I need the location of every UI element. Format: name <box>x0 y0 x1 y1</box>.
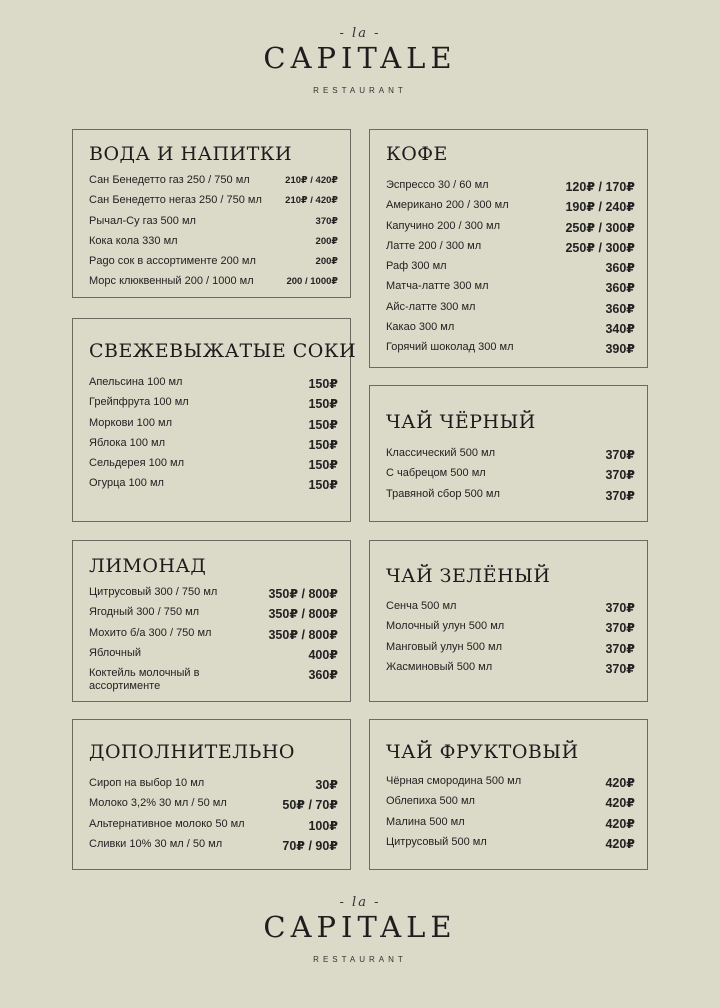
section-fruit-tea <box>369 719 648 870</box>
item-name: Чёрная смородина 500 мл <box>386 775 522 787</box>
item-name: Облепиха 500 мл <box>386 795 475 808</box>
list-item <box>386 199 635 219</box>
item-price: 350₽ / 800₽ <box>268 587 338 601</box>
brand-la: - la - <box>339 26 381 41</box>
item-price: 420₽ <box>605 796 635 811</box>
item-name: Альтернативное молоко 50 мл <box>89 817 245 830</box>
item-price: 420₽ <box>605 776 635 790</box>
list-item <box>386 488 635 508</box>
item-price: 360₽ <box>605 281 635 296</box>
list-item <box>89 215 338 235</box>
list-item <box>386 447 635 467</box>
item-list <box>386 447 635 508</box>
item-price: 370₽ <box>605 621 635 636</box>
item-list <box>386 775 635 856</box>
item-price: 250₽ / 300₽ <box>565 220 635 235</box>
list-item <box>89 194 338 214</box>
list-item <box>386 795 635 815</box>
item-price: 370₽ <box>605 661 635 676</box>
item-price: 360₽ <box>308 668 338 683</box>
list-item <box>89 606 338 626</box>
item-price: 190₽ / 240₽ <box>565 200 635 215</box>
item-price: 370₽ <box>315 215 338 227</box>
item-price: 200₽ <box>315 235 338 247</box>
item-price: 50₽ / 70₽ <box>282 798 338 813</box>
item-name: Грейпфрута 100 мл <box>89 396 189 409</box>
brand-name: CAPITALE <box>263 910 457 944</box>
item-list <box>89 174 338 296</box>
item-name: Американо 200 / 300 мл <box>386 199 509 212</box>
item-name: Малина 500 мл <box>386 815 465 828</box>
list-item <box>89 457 338 477</box>
item-price: 30₽ <box>315 778 338 792</box>
list-item <box>89 275 338 295</box>
list-item <box>89 174 338 194</box>
item-name: Яблочный <box>89 646 142 659</box>
section-water <box>72 129 351 298</box>
item-price: 360₽ <box>605 261 635 276</box>
item-name: Классический 500 мл <box>386 447 495 459</box>
list-item <box>89 477 338 497</box>
list-item <box>89 818 338 838</box>
list-item <box>89 417 338 437</box>
section-lemonade <box>72 540 351 702</box>
item-name: Коктейль молочный в ассортименте <box>89 667 200 693</box>
list-item <box>386 220 635 240</box>
item-price: 340₽ <box>605 322 635 337</box>
item-name: Сан Бенедетто газ 250 / 750 мл <box>89 174 250 186</box>
item-price: 150₽ <box>308 397 338 412</box>
list-item <box>89 255 338 275</box>
item-price: 360₽ <box>605 301 635 316</box>
item-name: Цитрусовый 500 мл <box>386 835 487 848</box>
section-title: ЛИМОНАД <box>89 555 207 577</box>
section-black-tea <box>369 385 648 522</box>
brand-subtitle: RESTAURANT <box>313 955 407 964</box>
item-price: 150₽ <box>308 478 338 493</box>
item-name: Латте 200 / 300 мл <box>386 239 482 252</box>
item-price: 350₽ / 800₽ <box>268 627 338 642</box>
list-item <box>386 641 635 661</box>
item-list <box>89 376 338 498</box>
item-name: Ягодный 300 / 750 мл <box>89 606 200 619</box>
item-name: Какао 300 мл <box>386 321 455 334</box>
section-title: ВОДА И НАПИТКИ <box>89 143 293 165</box>
section-title: СВЕЖЕВЫЖАТЫЕ СОКИ <box>89 340 357 362</box>
item-price: 370₽ <box>605 601 635 615</box>
list-item <box>89 797 338 817</box>
item-name: Молоко 3,2% 30 мл / 50 мл <box>89 797 227 810</box>
list-item <box>386 280 635 300</box>
item-price: 210₽ / 420₽ <box>285 175 338 186</box>
item-name: Горячий шоколад 300 мл <box>386 341 514 354</box>
list-item <box>386 775 635 795</box>
list-item <box>386 179 635 199</box>
list-item <box>386 467 635 487</box>
list-item <box>386 260 635 280</box>
list-item <box>386 301 635 321</box>
section-title: КОФЕ <box>386 143 448 165</box>
list-item <box>89 777 338 797</box>
list-item <box>386 816 635 836</box>
brand-name: CAPITALE <box>263 41 457 75</box>
item-name: С чабрецом 500 мл <box>386 467 486 480</box>
list-item <box>89 627 338 647</box>
list-item <box>386 321 635 341</box>
item-name: Сан Бенедетто негаз 250 / 750 мл <box>89 194 262 207</box>
list-item <box>89 667 338 697</box>
item-price: 350₽ / 800₽ <box>268 607 338 622</box>
item-name: Сироп на выбор 10 мл <box>89 777 205 789</box>
list-item <box>386 240 635 260</box>
item-price: 210₽ / 420₽ <box>285 195 338 207</box>
item-name: Огурца 100 мл <box>89 477 164 490</box>
section-green-tea <box>369 540 648 702</box>
item-price: 400₽ <box>308 647 338 662</box>
item-name: Жасминовый 500 мл <box>386 660 493 673</box>
item-list <box>89 586 338 697</box>
item-price: 200₽ <box>315 256 338 268</box>
item-name: Цитрусовый 300 / 750 мл <box>89 586 218 598</box>
item-price: 370₽ <box>605 448 635 462</box>
item-name: Капучино 200 / 300 мл <box>386 219 501 232</box>
item-name: Сливки 10% 30 мл / 50 мл <box>89 837 223 850</box>
item-name: Раф 300 мл <box>386 260 447 273</box>
item-list <box>386 179 635 362</box>
item-price: 420₽ <box>605 816 635 831</box>
item-price: 100₽ <box>308 818 338 833</box>
item-name: Травяной сбор 500 мл <box>386 487 500 500</box>
list-item <box>89 647 338 667</box>
item-name: Молочный улун 500 мл <box>386 620 505 633</box>
section-juices <box>72 318 357 522</box>
item-price: 370₽ <box>605 488 635 503</box>
item-name: Матча-латте 300 мл <box>386 280 489 293</box>
list-item <box>386 620 635 640</box>
item-name: Рычал-Су газ 500 мл <box>89 214 196 227</box>
item-name: Яблока 100 мл <box>89 436 166 449</box>
list-item <box>89 586 338 606</box>
item-name: Манговый улун 500 мл <box>386 640 503 653</box>
item-price: 390₽ <box>605 342 635 357</box>
list-item <box>89 235 338 255</box>
item-name: Сенча 500 мл <box>386 600 457 612</box>
item-name: Эспрессо 30 / 60 мл <box>386 179 489 191</box>
list-item <box>386 836 635 856</box>
list-item <box>89 396 338 416</box>
item-price: 150₽ <box>308 437 338 452</box>
list-item <box>89 838 338 858</box>
brand-header <box>0 26 720 95</box>
section-title: ЧАЙ ФРУКТОВЫЙ <box>386 741 579 763</box>
section-title: ДОПОЛНИТЕЛЬНО <box>89 741 296 763</box>
item-name: Морс клюквенный 200 / 1000 мл <box>89 275 254 288</box>
item-price: 150₽ <box>308 377 338 391</box>
section-extra <box>72 719 351 870</box>
list-item <box>89 437 338 457</box>
item-price: 370₽ <box>605 641 635 656</box>
item-price: 150₽ <box>308 417 338 432</box>
brand-subtitle: RESTAURANT <box>313 86 407 95</box>
item-price: 420₽ <box>605 836 635 851</box>
section-coffee <box>369 129 648 368</box>
item-price: 370₽ <box>605 468 635 483</box>
item-name: Кока кола 330 мл <box>89 234 178 247</box>
item-name: Pago сок в ассортименте 200 мл <box>89 255 256 268</box>
item-name: Моркови 100 мл <box>89 416 173 429</box>
item-price: 70₽ / 90₽ <box>282 838 338 853</box>
section-title: ЧАЙ ЧЁРНЫЙ <box>386 411 536 433</box>
brand-footer <box>0 895 720 964</box>
item-price: 120₽ / 170₽ <box>565 180 635 194</box>
item-price: 150₽ <box>308 458 338 473</box>
list-item <box>89 376 338 396</box>
item-list <box>89 777 338 858</box>
item-name: Айс-латте 300 мл <box>386 300 476 313</box>
brand-la: - la - <box>339 895 381 910</box>
item-name: Мохито б/а 300 / 750 мл <box>89 626 212 639</box>
item-list <box>386 600 635 681</box>
list-item <box>386 661 635 681</box>
list-item <box>386 341 635 361</box>
item-name: Апельсина 100 мл <box>89 376 183 388</box>
item-price: 200 / 1000₽ <box>286 276 338 288</box>
item-name: Сельдерея 100 мл <box>89 457 185 470</box>
list-item <box>386 600 635 620</box>
item-price: 250₽ / 300₽ <box>565 240 635 255</box>
section-title: ЧАЙ ЗЕЛЁНЫЙ <box>386 565 551 587</box>
